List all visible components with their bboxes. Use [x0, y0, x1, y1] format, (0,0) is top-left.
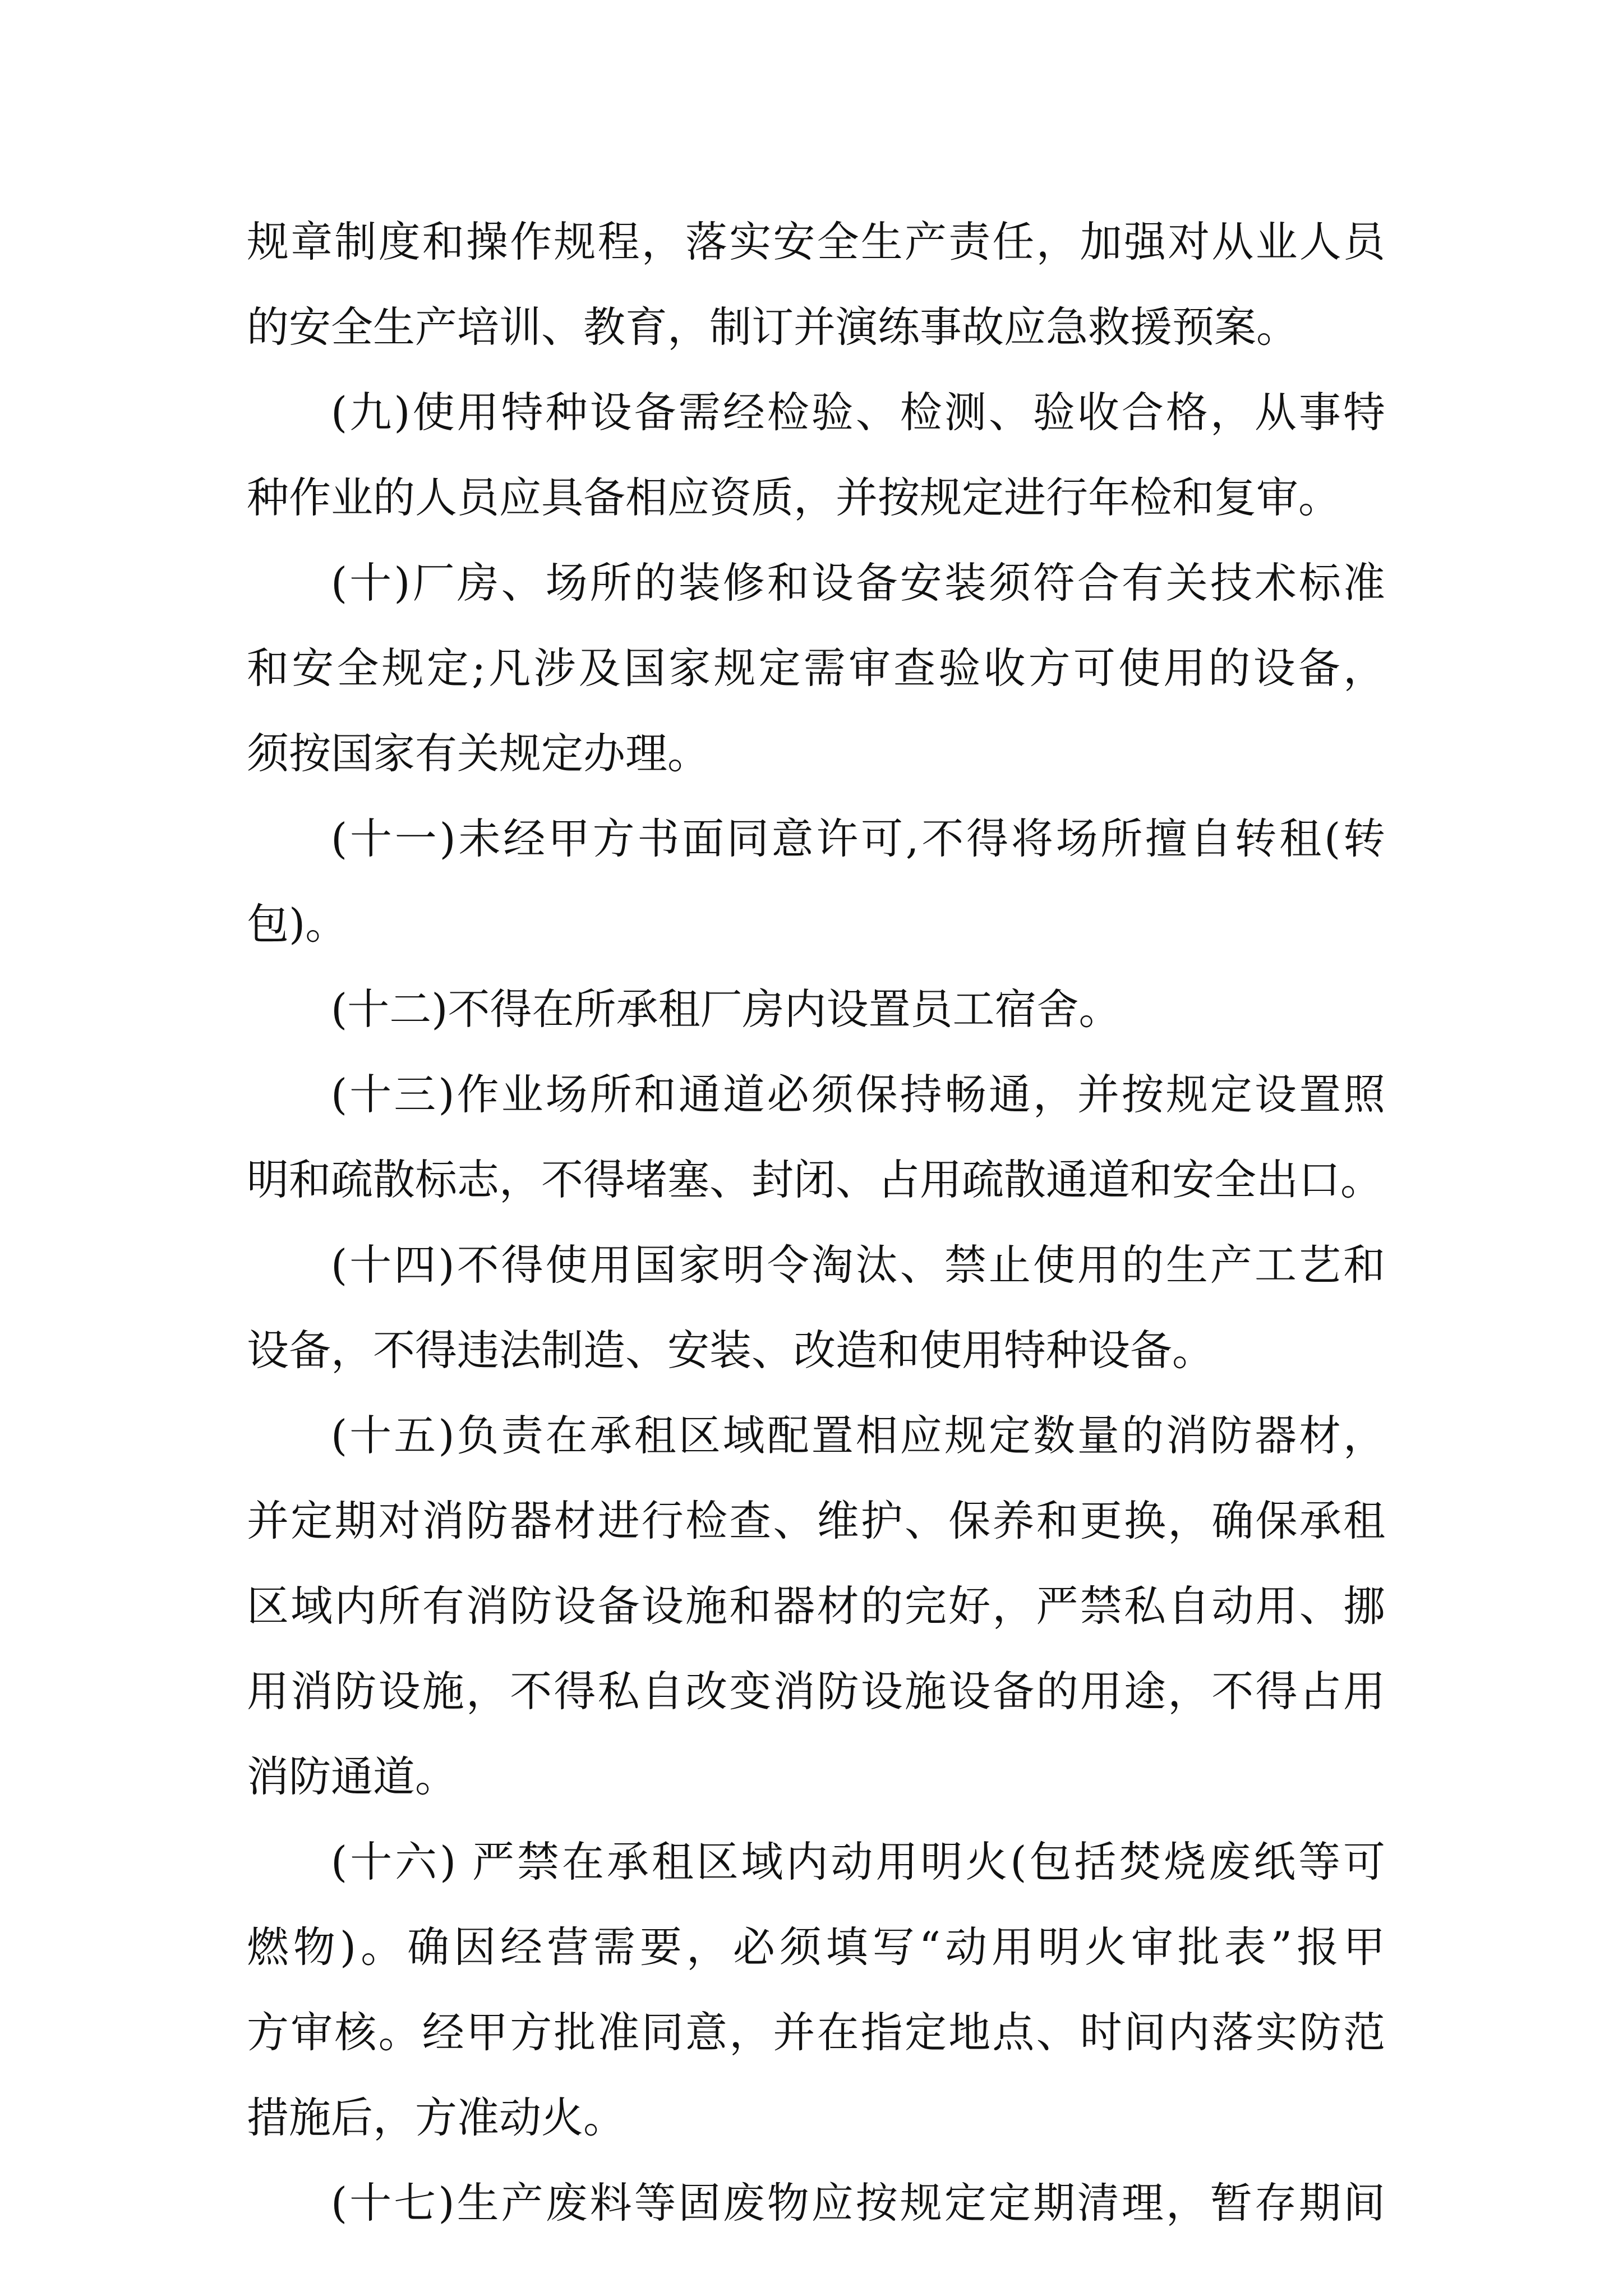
text-line: 消防通道。: [247, 1752, 458, 1801]
text-line: 明和疏散标志，不得堵塞、封闭、占用疏散通道和安全出口。: [247, 1155, 1383, 1204]
clause-16-line: (十六) 严禁在承租区域内动用明火(包括焚烧废纸等可: [331, 1837, 1385, 1887]
clause-11-line: (十一)未经甲方书面同意许可,不得将场所擅自转租(转: [331, 814, 1385, 863]
text-line: 用消防设施，不得私自改变消防设施设备的用途，不得占用: [247, 1667, 1385, 1716]
clause-13-line: (十三)作业场所和通道必须保持畅通，并按规定设置照: [331, 1070, 1385, 1119]
clause-17-line: (十七)生产废料等固废物应按规定定期清理，暂存期间: [331, 2178, 1385, 2228]
clause-14-line: (十四)不得使用国家明令淘汰、禁止使用的生产工艺和: [331, 1240, 1385, 1290]
document-body: [247, 199, 1385, 2246]
clause-9-line: (九)使用特种设备需经检验、检测、验收合格，从事特: [331, 388, 1385, 437]
text-line: 方审核。经甲方批准同意，并在指定地点、时间内落实防范: [247, 2008, 1385, 2057]
text-line: 燃物)。确因经营需要，必须填写“动用明火审批表”报甲: [247, 1922, 1385, 1972]
text-line: 包)。: [247, 899, 348, 949]
text-line: 的安全生产培训、教育，制订并演练事故应急救援预案。: [247, 302, 1299, 352]
clause-10-line: (十)厂房、场所的装修和设备安装须符合有关技术标准: [331, 558, 1385, 608]
clause-15-line: (十五)负责在承租区域配置相应规定数量的消防器材，: [331, 1411, 1385, 1460]
clause-12-line: (十二)不得在所承租厂房内设置员工宿舍。: [331, 984, 1121, 1034]
text-line: 种作业的人员应具备相应资质，并按规定进行年检和复审。: [247, 473, 1341, 522]
text-line: 规章制度和操作规程，落实安全生产责任，加强对从业人员: [247, 217, 1385, 266]
text-line: 须按国家有关规定办理。: [247, 729, 710, 778]
text-line: 措施后，方准动火。: [247, 2093, 626, 2142]
text-line: 并定期对消防器材进行检查、维护、保养和更换，确保承租: [247, 1496, 1385, 1545]
text-line: 和安全规定;凡涉及国家规定需审查验收方可使用的设备，: [247, 643, 1385, 693]
text-line: 区域内所有消防设备设施和器材的完好，严禁私自动用、挪: [247, 1581, 1385, 1631]
text-line: 设备，不得违法制造、安装、改造和使用特种设备。: [247, 1326, 1215, 1375]
